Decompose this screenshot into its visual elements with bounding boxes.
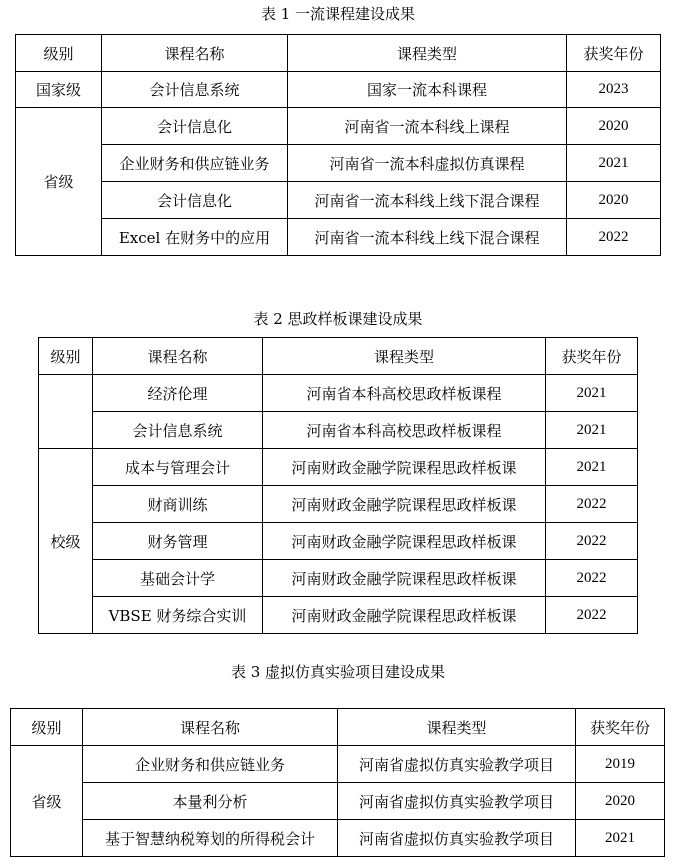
- table-row: [16, 108, 661, 145]
- course-name-cell: 基础会计学: [93, 560, 263, 597]
- course-name-cell: 会计信息系统: [102, 72, 288, 108]
- table2-caption: 表 2 思政样板课建设成果: [253, 310, 423, 328]
- level-cell: [39, 375, 93, 449]
- table-row: [16, 182, 661, 219]
- table-row: [39, 560, 638, 597]
- year-cell: 2019: [576, 746, 665, 783]
- table3-header-type: 课程类型: [338, 709, 576, 746]
- table-row: [39, 449, 638, 486]
- table2: [38, 337, 638, 634]
- course-type-cell: 河南财政金融学院课程思政样板课: [263, 560, 546, 597]
- year-cell: 2020: [567, 182, 661, 219]
- level-cell: 省级: [16, 108, 102, 256]
- course-type-cell: 国家一流本科课程: [288, 72, 567, 108]
- course-type-cell: 河南省一流本科线上线下混合课程: [288, 182, 567, 219]
- course-name-cell: 会计信息化: [102, 108, 288, 145]
- table3-header-row: [11, 709, 665, 746]
- table2-header-row: [39, 338, 638, 375]
- table-row: [39, 597, 638, 634]
- course-name-cell: 财商训练: [93, 486, 263, 523]
- table1-header-row: [16, 35, 661, 72]
- table3-caption: 表 3 虚拟仿真实验项目建设成果: [230, 663, 446, 681]
- table3: [10, 708, 665, 857]
- course-type-cell: 河南省一流本科线上线下混合课程: [288, 219, 567, 256]
- table-row: [11, 783, 665, 820]
- level-cell: 省级: [11, 746, 83, 857]
- course-type-cell: 河南省本科高校思政样板课程: [263, 412, 546, 449]
- table1-header-level: 级别: [16, 35, 102, 72]
- course-name-cell: VBSE 财务综合实训: [93, 597, 263, 634]
- table-row: [39, 412, 638, 449]
- table-row: [39, 486, 638, 523]
- table1-header-type: 课程类型: [288, 35, 567, 72]
- course-name-cell: 会计信息系统: [93, 412, 263, 449]
- course-type-cell: 河南省虚拟仿真实验教学项目: [338, 820, 576, 857]
- year-cell: 2021: [567, 145, 661, 182]
- level-cell: 校级: [39, 449, 93, 634]
- table1-header-year: 获奖年份: [567, 35, 661, 72]
- table2-header-name: 课程名称: [93, 338, 263, 375]
- table1-caption: 表 1 一流课程建设成果: [260, 5, 416, 23]
- table-row: [16, 219, 661, 256]
- course-type-cell: 河南省一流本科虚拟仿真课程: [288, 145, 567, 182]
- table-row: [11, 746, 665, 783]
- year-cell: 2021: [546, 375, 638, 412]
- course-type-cell: 河南财政金融学院课程思政样板课: [263, 486, 546, 523]
- table-row: [16, 145, 661, 182]
- course-type-cell: 河南省本科高校思政样板课程: [263, 375, 546, 412]
- course-name-cell: 本量利分析: [83, 783, 338, 820]
- course-name-cell: 企业财务和供应链业务: [83, 746, 338, 783]
- year-cell: 2021: [546, 449, 638, 486]
- year-cell: 2022: [567, 219, 661, 256]
- table-row: [16, 72, 661, 108]
- year-cell: 2021: [546, 412, 638, 449]
- course-type-cell: 河南省一流本科线上课程: [288, 108, 567, 145]
- course-name-cell: Excel 在财务中的应用: [102, 219, 288, 256]
- table-row: [11, 820, 665, 857]
- year-cell: 2021: [576, 820, 665, 857]
- course-name-cell: 企业财务和供应链业务: [102, 145, 288, 182]
- year-cell: 2023: [567, 72, 661, 108]
- course-name-cell: 基于智慧纳税筹划的所得税会计: [83, 820, 338, 857]
- table3-header-name: 课程名称: [83, 709, 338, 746]
- table3-header-level: 级别: [11, 709, 83, 746]
- course-name-cell: 会计信息化: [102, 182, 288, 219]
- year-cell: 2022: [546, 597, 638, 634]
- table2-header-year: 获奖年份: [546, 338, 638, 375]
- table1-header-name: 课程名称: [102, 35, 288, 72]
- table-row: [39, 523, 638, 560]
- table2-header-level: 级别: [39, 338, 93, 375]
- year-cell: 2022: [546, 560, 638, 597]
- course-type-cell: 河南财政金融学院课程思政样板课: [263, 523, 546, 560]
- course-type-cell: 河南财政金融学院课程思政样板课: [263, 449, 546, 486]
- course-type-cell: 河南财政金融学院课程思政样板课: [263, 597, 546, 634]
- table1: [15, 34, 661, 256]
- year-cell: 2020: [567, 108, 661, 145]
- table-row: [39, 375, 638, 412]
- course-name-cell: 成本与管理会计: [93, 449, 263, 486]
- course-type-cell: 河南省虚拟仿真实验教学项目: [338, 746, 576, 783]
- year-cell: 2022: [546, 486, 638, 523]
- table2-header-type: 课程类型: [263, 338, 546, 375]
- course-type-cell: 河南省虚拟仿真实验教学项目: [338, 783, 576, 820]
- year-cell: 2020: [576, 783, 665, 820]
- table3-header-year: 获奖年份: [576, 709, 665, 746]
- year-cell: 2022: [546, 523, 638, 560]
- course-name-cell: 财务管理: [93, 523, 263, 560]
- course-name-cell: 经济伦理: [93, 375, 263, 412]
- level-cell: 国家级: [16, 72, 102, 108]
